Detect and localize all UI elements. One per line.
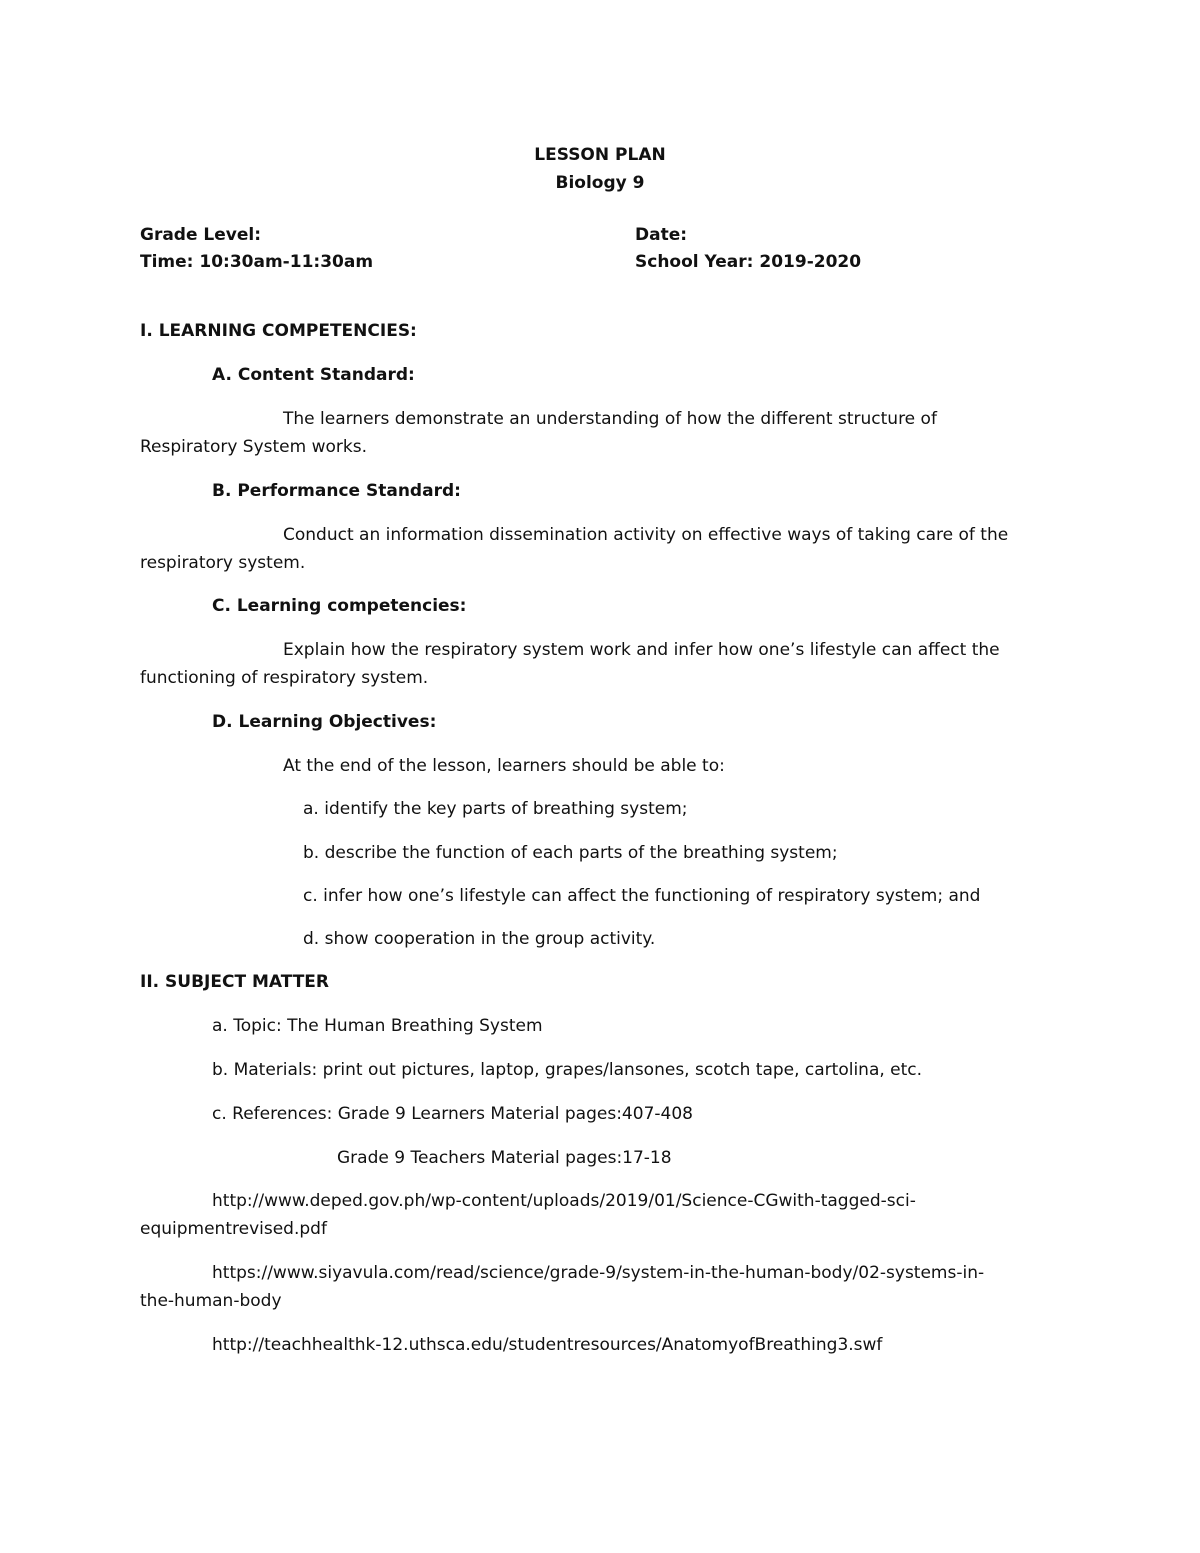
references-line-2: Grade 9 Teachers Material pages:17-18 — [337, 1148, 672, 1168]
section-learning-competencies: I. LEARNING COMPETENCIES: — [140, 321, 417, 341]
materials-line: b. Materials: print out pictures, laptop, grapes/lansones, scotch tape, cartolina, etc. — [212, 1060, 923, 1080]
reference-link-cont[interactable]: the-human-body — [140, 1291, 282, 1311]
reference-link[interactable]: https://www.siyavula.com/read/science/grade-9/system-in-the-human-body/02-systems-in- — [212, 1263, 985, 1283]
doc-title: LESSON PLAN — [534, 145, 666, 165]
performance-standard-text: Conduct an information dissemination activity on effective ways of taking care of the — [283, 525, 1009, 545]
content-standard-text: The learners demonstrate an understanding of how the different structure of — [283, 409, 937, 429]
references-line: c. References: Grade 9 Learners Material pages:407-408 — [212, 1104, 693, 1124]
reference-link[interactable]: http://teachhealthk-12.uthsca.edu/studentresources/AnatomyofBreathing3.swf — [212, 1335, 883, 1355]
topic-line: a. Topic: The Human Breathing System — [212, 1016, 543, 1036]
grade-level-label: Grade Level: — [140, 225, 262, 245]
content-standard-heading: A. Content Standard: — [212, 365, 415, 385]
reference-link-cont[interactable]: equipmentrevised.pdf — [140, 1219, 327, 1239]
performance-standard-heading: B. Performance Standard: — [212, 481, 461, 501]
learning-competencies-heading: C. Learning competencies: — [212, 596, 467, 616]
objective-item: b. describe the function of each parts of the breathing system; — [303, 843, 838, 863]
content-standard-text-cont: Respiratory System works. — [140, 437, 368, 457]
learning-objectives-intro: At the end of the lesson, learners should be able to: — [283, 756, 725, 776]
section-subject-matter: II. SUBJECT MATTER — [140, 972, 330, 992]
time-label: Time: 10:30am-11:30am — [140, 252, 374, 272]
learning-competencies-text-cont: functioning of respiratory system. — [140, 668, 429, 688]
reference-link[interactable]: http://www.deped.gov.ph/wp-content/uploads/2019/01/Science-CGwith-tagged-sci- — [212, 1191, 916, 1211]
date-label: Date: — [635, 225, 688, 245]
school-year-label: School Year: 2019-2020 — [635, 252, 862, 272]
performance-standard-text-cont: respiratory system. — [140, 553, 306, 573]
objective-item: a. identify the key parts of breathing system; — [303, 799, 688, 819]
objective-item: c. infer how one’s lifestyle can affect the functioning of respiratory system; and — [303, 886, 981, 906]
doc-subtitle: Biology 9 — [555, 173, 645, 193]
learning-objectives-heading: D. Learning Objectives: — [212, 712, 437, 732]
objective-item: d. show cooperation in the group activity. — [303, 929, 656, 949]
learning-competencies-text: Explain how the respiratory system work and infer how one’s lifestyle can affect the — [283, 640, 1000, 660]
